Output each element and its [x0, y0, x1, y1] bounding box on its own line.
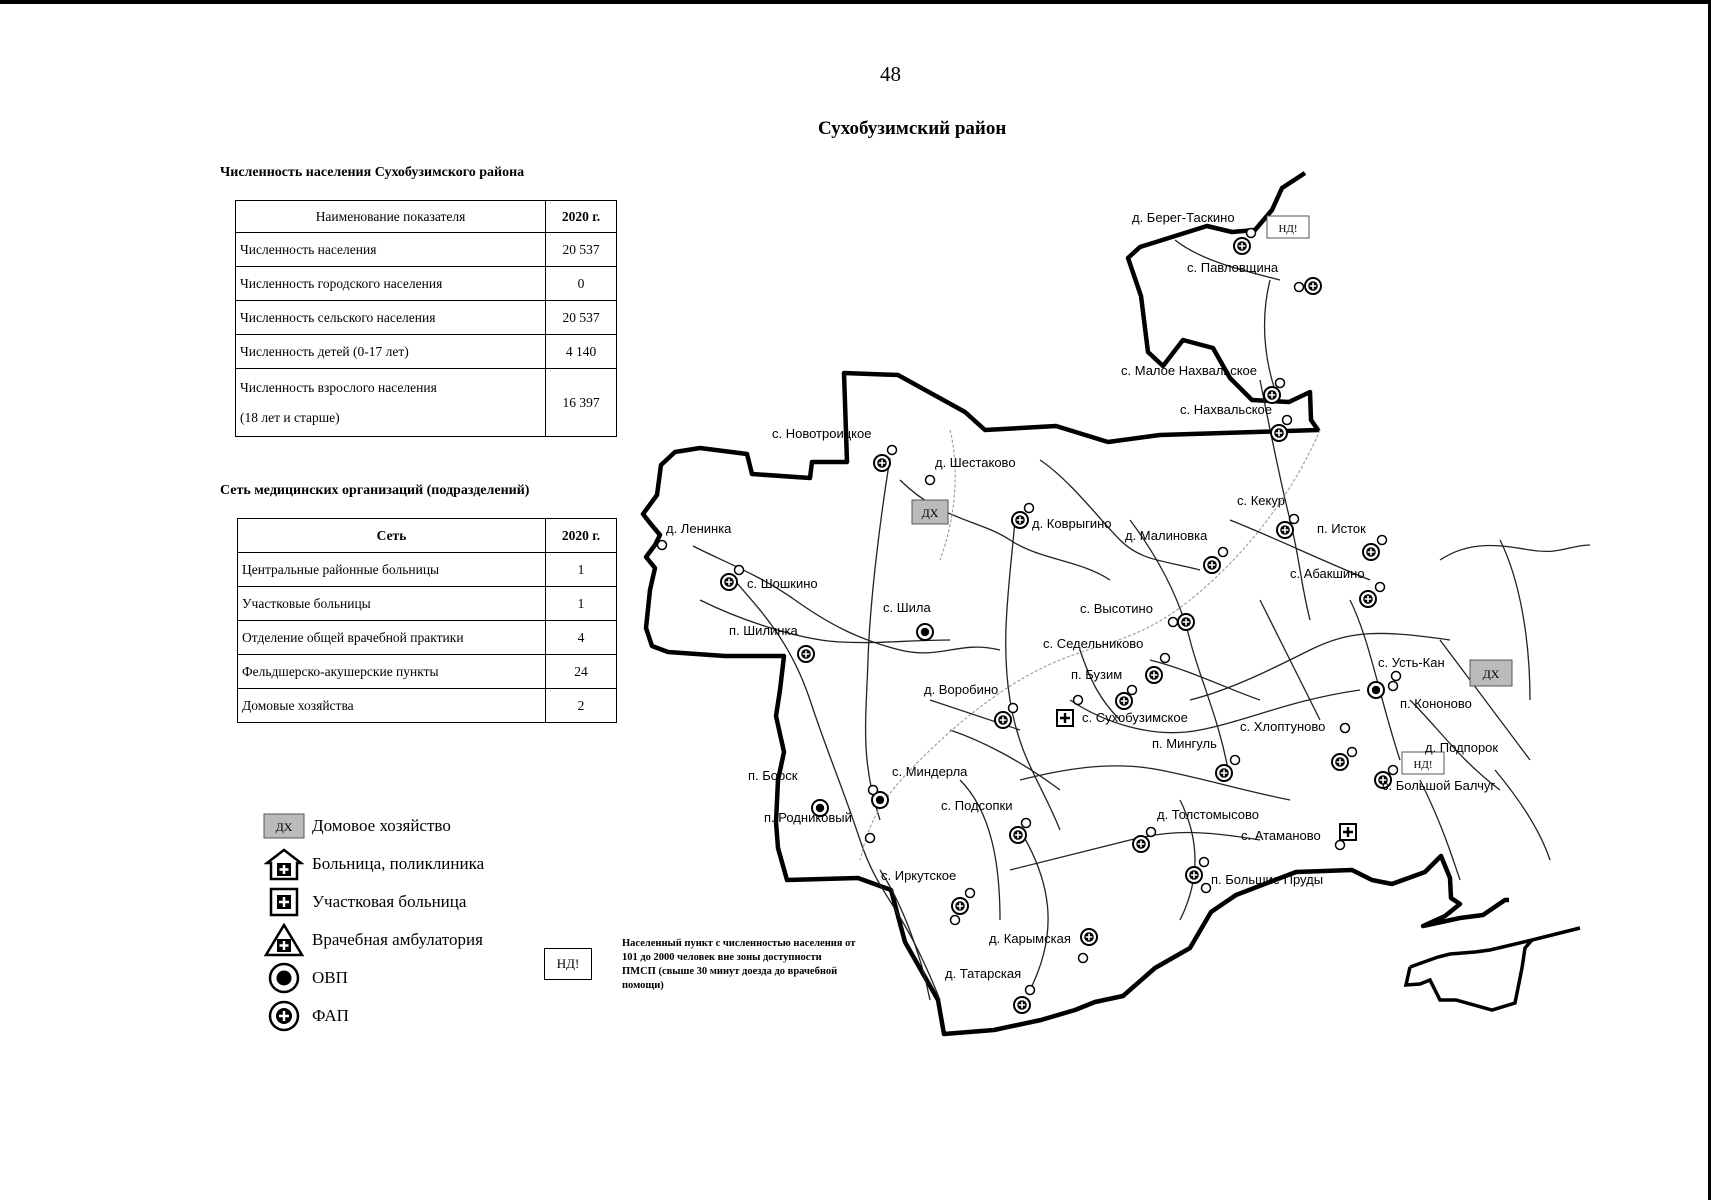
- row-value: 4: [546, 621, 617, 655]
- settlement-dot: [1283, 416, 1292, 425]
- settlement-dot: [926, 476, 935, 485]
- town-label: п. Мингуль: [1152, 736, 1217, 751]
- roads-layer: [693, 240, 1590, 1000]
- nd-legend-note: Населенный пункт с численностью населения от 101 до 2000 человек вне зоны доступности ПМСП (свыше 30 минут доезда до врачебной помощи): [622, 938, 856, 991]
- row-value: 16 397: [546, 369, 617, 437]
- settlement-dot: [735, 566, 744, 575]
- row-label-line1: Численность взрослого населения: [240, 379, 437, 395]
- fap-markers: [721, 238, 1391, 1013]
- map-nd-marker: [1267, 216, 1309, 238]
- table-header-year: 2020 г.: [546, 519, 617, 553]
- row-value: 4 140: [546, 335, 617, 369]
- town-label: д. Ленинка: [666, 521, 732, 536]
- row-label: Численность детей (0-17 лет): [236, 335, 546, 369]
- map-nd-marker: [1402, 752, 1444, 774]
- hospital-icon: [262, 848, 306, 880]
- town-label: с. Кекур: [1237, 493, 1285, 508]
- fap-icon: [952, 898, 968, 914]
- settlement-dot: [1247, 229, 1256, 238]
- row-label: [236, 369, 546, 437]
- town-label: с. Высотино: [1080, 601, 1153, 616]
- table-row: [238, 621, 617, 655]
- settlement-dot: [1348, 748, 1357, 757]
- district-hospital-icon: [1340, 824, 1356, 840]
- table-row: [236, 233, 617, 267]
- town-label: с. Иркутское: [881, 868, 957, 883]
- map-household-marker: [1470, 660, 1512, 686]
- settlement-dot: [1389, 682, 1398, 691]
- row-value: 0: [546, 267, 617, 301]
- settlement-dot: [1200, 858, 1209, 867]
- fap-icon: [1363, 544, 1379, 560]
- table-row: [236, 369, 617, 437]
- legend-item-fap: [262, 1000, 349, 1032]
- legend-item-ovp: [262, 962, 348, 994]
- row-label: Участковые больницы: [238, 587, 546, 621]
- district-hospital-icon: [262, 886, 306, 918]
- town-label: с. Седельниково: [1043, 636, 1144, 651]
- town-label: с. Шошкино: [747, 576, 818, 591]
- legend-item-district-hospital: [262, 886, 466, 918]
- town-label: д. Берег-Таскино: [1132, 210, 1235, 225]
- row-value: 1: [546, 553, 617, 587]
- town-label: д. Воробино: [924, 682, 999, 697]
- fap-icon: [1014, 997, 1030, 1013]
- fap-icon: [1186, 867, 1202, 883]
- fap-icon: [1012, 512, 1028, 528]
- table-header: Наименование показателя: [236, 201, 546, 233]
- ovp-icon: [1368, 682, 1384, 698]
- ambulatory-icon: [262, 924, 306, 956]
- fap-icon: [1146, 667, 1162, 683]
- town-label: д. Татарская: [945, 966, 1022, 981]
- table-row: [236, 335, 617, 369]
- fap-icon: [1081, 929, 1097, 945]
- fap-icon: [1116, 693, 1132, 709]
- nd-marker-text: НД!: [1278, 223, 1298, 235]
- table-row: [238, 689, 617, 723]
- town-label: п. Кононово: [1400, 696, 1472, 711]
- row-label: Фельдшерско-акушерские пункты: [238, 655, 546, 689]
- settlement-dot: [1147, 828, 1156, 837]
- nd-legend-symbol: НД!: [544, 948, 592, 980]
- town-label: с. Большой Балчуг: [1382, 778, 1496, 793]
- ovp-icon: [262, 962, 306, 994]
- map-household-marker: [912, 500, 948, 524]
- fap-icon: [262, 1000, 306, 1032]
- fap-icon: [1010, 827, 1026, 843]
- row-value: 24: [546, 655, 617, 689]
- row-label: Численность городского населения: [236, 267, 546, 301]
- row-label: Численность сельского населения: [236, 301, 546, 335]
- legend-label: ОВП: [312, 968, 348, 987]
- page-frame-top: [0, 0, 1711, 4]
- fap-icon: [1216, 765, 1232, 781]
- page-number: 48: [880, 62, 901, 86]
- district-map: [620, 165, 1620, 1045]
- town-label: п. Борск: [748, 768, 798, 783]
- settlement-dot: [951, 916, 960, 925]
- settlement-dot: [1022, 819, 1031, 828]
- row-value: 2: [546, 689, 617, 723]
- town-label: д. Коврыгино: [1032, 516, 1112, 531]
- town-label: с. Атаманово: [1241, 828, 1321, 843]
- fap-icon: [798, 646, 814, 662]
- town-label: с. Нахвальское: [1180, 402, 1272, 417]
- settlement-dot: [1341, 724, 1350, 733]
- settlement-dot: [1079, 954, 1088, 963]
- population-table-caption: Численность населения Сухобузимского района: [220, 165, 525, 180]
- legend-label: Больница, поликлиника: [312, 854, 485, 873]
- town-label: с. Сухобузимское: [1082, 710, 1188, 725]
- row-label-line2: (18 лет и старше): [240, 409, 340, 425]
- town-label: п. Большие Пруды: [1211, 872, 1324, 887]
- row-value: 1: [546, 587, 617, 621]
- town-label: п. Бузим: [1071, 667, 1123, 682]
- settlement-dot: [1026, 986, 1035, 995]
- fap-icon: [1332, 754, 1348, 770]
- settlement-dot: [1202, 884, 1211, 893]
- row-value: 20 537: [546, 301, 617, 335]
- household-icon-text: ДХ: [275, 820, 293, 834]
- fap-icon: [1360, 591, 1376, 607]
- town-label: с. Усть-Кан: [1378, 655, 1445, 670]
- town-label: д. Малиновка: [1125, 528, 1208, 543]
- town-label: п. Шилинка: [729, 623, 798, 638]
- settlement-dot: [1231, 756, 1240, 765]
- settlement-dot: [1161, 654, 1170, 663]
- settlement-dot: [1128, 686, 1137, 695]
- eastern-boundary: [1406, 928, 1580, 1010]
- table-header: Сеть: [238, 519, 546, 553]
- settlement-dot: [966, 889, 975, 898]
- table-row: [236, 301, 617, 335]
- settlement-dot: [1276, 379, 1285, 388]
- legend-label: Домовое хозяйство: [312, 816, 451, 835]
- settlement-dot: [1389, 766, 1398, 775]
- town-label: с. Павловщина: [1187, 260, 1279, 275]
- settlement-dot: [869, 786, 878, 795]
- settlement-dot: [1009, 704, 1018, 713]
- fap-icon: [1264, 387, 1280, 403]
- table-row: [236, 267, 617, 301]
- settlement-dot: [1376, 583, 1385, 592]
- town-label: с. Хлоптуново: [1240, 719, 1326, 734]
- table-row: [238, 655, 617, 689]
- town-label: с. Подсопки: [941, 798, 1013, 813]
- network-table-caption: Сеть медицинских организаций (подразделений): [220, 483, 530, 498]
- fap-icon: [1305, 278, 1321, 294]
- legend-item-ambulatory: [262, 924, 483, 956]
- town-label: с. Малое Нахвальское: [1121, 363, 1257, 378]
- town-label: д. Карымская: [989, 931, 1071, 946]
- town-label: п. Родниковый: [764, 810, 852, 825]
- settlement-dot: [1295, 283, 1304, 292]
- page-title: Сухобузимский район: [818, 118, 1007, 139]
- hospital-icon: [1057, 710, 1073, 726]
- town-label: д. Толстомысово: [1157, 807, 1259, 822]
- district-boundary: [643, 173, 1509, 1034]
- row-value: 20 537: [546, 233, 617, 267]
- settlement-dot: [888, 446, 897, 455]
- town-label: с. Шила: [883, 600, 931, 615]
- settlement-dot: [1169, 618, 1178, 627]
- settlement-dot: [1074, 696, 1083, 705]
- town-label: д. Подпорок: [1425, 740, 1499, 755]
- town-label: д. Шестаково: [935, 455, 1016, 470]
- settlement-dot: [1290, 515, 1299, 524]
- fap-icon: [1133, 836, 1149, 852]
- settlement-dot: [1219, 548, 1228, 557]
- legend-item-household: [262, 810, 451, 842]
- network-table: [237, 518, 617, 723]
- household-icon: [262, 810, 306, 842]
- town-label: с. Миндерла: [892, 764, 968, 779]
- household-marker-text: ДХ: [921, 506, 939, 520]
- table-row: [238, 553, 617, 587]
- town-label: п. Исток: [1317, 521, 1366, 536]
- row-label: Центральные районные больницы: [238, 553, 546, 587]
- fap-icon: [995, 712, 1011, 728]
- settlement-dot: [1378, 536, 1387, 545]
- fap-icon: [1234, 238, 1250, 254]
- town-label: с. Новотроицкое: [772, 426, 872, 441]
- fap-icon: [1271, 425, 1287, 441]
- ovp-icon: [917, 624, 933, 640]
- fap-icon: [1178, 614, 1194, 630]
- legend-item-hospital: [262, 848, 484, 880]
- population-table: [235, 200, 617, 437]
- settlement-dot: [1392, 672, 1401, 681]
- settlement-dot: [658, 541, 667, 550]
- row-label: Домовые хозяйства: [238, 689, 546, 723]
- table-header-year: 2020 г.: [546, 201, 617, 233]
- table-row: [238, 587, 617, 621]
- fap-icon: [721, 574, 737, 590]
- fap-icon: [1277, 522, 1293, 538]
- row-label: Отделение общей врачебной практики: [238, 621, 546, 655]
- settlement-dot: [1025, 504, 1034, 513]
- fap-icon: [1204, 557, 1220, 573]
- nd-marker-text: НД!: [1413, 759, 1433, 771]
- legend-label: Участковая больница: [312, 892, 467, 911]
- settlement-dot: [1336, 841, 1345, 850]
- legend-label: ФАП: [312, 1006, 349, 1025]
- household-marker-text: ДХ: [1482, 667, 1500, 681]
- fap-icon: [874, 455, 890, 471]
- legend-label: Врачебная амбулатория: [312, 930, 483, 949]
- settlement-dot: [866, 834, 875, 843]
- town-label: с. Абакшино: [1290, 566, 1365, 581]
- row-label: Численность населения: [236, 233, 546, 267]
